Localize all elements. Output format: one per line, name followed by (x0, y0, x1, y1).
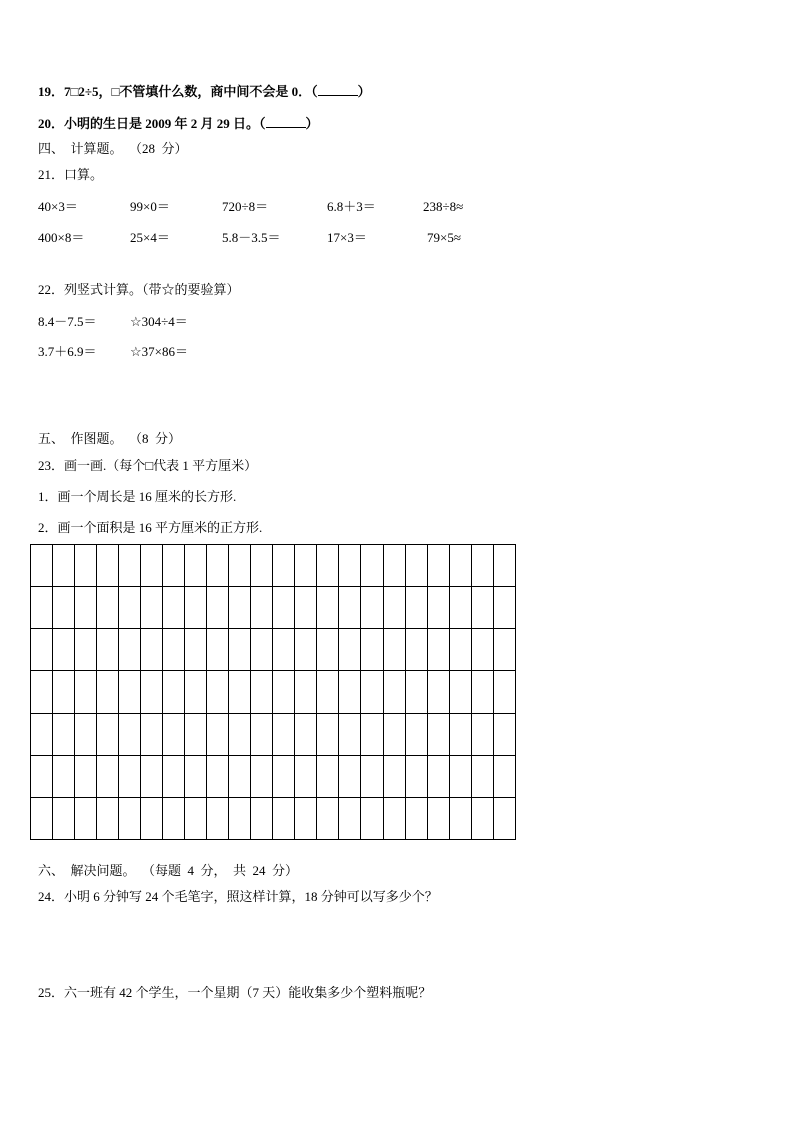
grid-cell[interactable] (339, 545, 361, 587)
grid-cell[interactable] (427, 587, 449, 629)
grid-cell[interactable] (427, 713, 449, 755)
grid-cell[interactable] (163, 545, 185, 587)
grid-cell[interactable] (53, 671, 75, 713)
grid-cell[interactable] (207, 671, 229, 713)
grid-cell[interactable] (471, 671, 493, 713)
grid-cell[interactable] (53, 545, 75, 587)
grid-cell[interactable] (119, 713, 141, 755)
grid-cell[interactable] (119, 671, 141, 713)
answer-blank-20[interactable] (266, 115, 306, 128)
grid-cell[interactable] (185, 671, 207, 713)
grid-cell[interactable] (31, 671, 53, 713)
grid-cell[interactable] (251, 755, 273, 797)
grid-cell[interactable] (339, 797, 361, 839)
grid-cell[interactable] (97, 713, 119, 755)
grid-cell[interactable] (361, 587, 383, 629)
grid-cell[interactable] (339, 629, 361, 671)
grid-cell[interactable] (361, 713, 383, 755)
grid-cell[interactable] (97, 671, 119, 713)
grid-cell[interactable] (53, 587, 75, 629)
grid-cell[interactable] (449, 545, 471, 587)
question-22-title: 22．列竖式计算。（带☆的要验算） (38, 282, 240, 297)
grid-cell[interactable] (405, 755, 427, 797)
section-5-title: 五、 作图题。 （8 分） (38, 431, 182, 446)
grid-cell[interactable] (273, 545, 295, 587)
grid-cell[interactable] (361, 671, 383, 713)
question-19-text: 19．7□2÷5，□不管填什么数，商中间不会是 0．（ (38, 84, 318, 99)
grid-cell[interactable] (97, 755, 119, 797)
grid-cell[interactable] (317, 587, 339, 629)
grid-cell[interactable] (163, 587, 185, 629)
grid-row (31, 713, 516, 755)
grid-cell[interactable] (471, 713, 493, 755)
grid-cell[interactable] (163, 755, 185, 797)
grid-cell[interactable] (405, 545, 427, 587)
grid-cell[interactable] (317, 755, 339, 797)
question-19-close: ） (357, 84, 371, 99)
grid-cell[interactable] (251, 713, 273, 755)
question-25: 25．六一班有 42 个学生，一个星期（7 天）能收集多少个塑料瓶呢？ (38, 985, 432, 1000)
grid-cell[interactable] (471, 629, 493, 671)
oral-calc-item: 25×4＝ (130, 230, 170, 245)
grid-cell[interactable] (163, 671, 185, 713)
grid-cell[interactable] (361, 545, 383, 587)
oral-calc-item: 720÷8＝ (222, 199, 269, 214)
grid-cell[interactable] (185, 545, 207, 587)
grid-cell[interactable] (383, 545, 405, 587)
grid-cell[interactable] (427, 797, 449, 839)
question-20-text: 20．小明的生日是 2009 年 2 月 29 日。（ (38, 116, 266, 131)
grid-row (31, 587, 516, 629)
grid-cell[interactable] (295, 797, 317, 839)
grid-cell[interactable] (295, 545, 317, 587)
grid-cell[interactable] (251, 797, 273, 839)
grid-cell[interactable] (471, 545, 493, 587)
grid-cell[interactable] (405, 629, 427, 671)
grid-cell[interactable] (273, 713, 295, 755)
grid-cell[interactable] (31, 713, 53, 755)
grid-cell[interactable] (185, 713, 207, 755)
grid-cell[interactable] (119, 755, 141, 797)
oral-calc-item: 40×3＝ (38, 199, 78, 214)
grid-cell[interactable] (339, 671, 361, 713)
grid-cell[interactable] (493, 545, 515, 587)
grid-cell[interactable] (273, 629, 295, 671)
grid-cell[interactable] (185, 587, 207, 629)
grid-cell[interactable] (493, 713, 515, 755)
grid-cell[interactable] (317, 671, 339, 713)
grid-cell[interactable] (317, 545, 339, 587)
grid-cell[interactable] (75, 713, 97, 755)
grid-cell[interactable] (251, 629, 273, 671)
question-24: 24．小明 6 分钟写 24 个毛笔字，照这样计算，18 分钟可以写多少个？ (38, 889, 438, 904)
grid-cell[interactable] (163, 797, 185, 839)
oral-calc-item: 6.8＋3＝ (327, 199, 376, 214)
grid-cell[interactable] (97, 545, 119, 587)
question-20 (38, 115, 319, 132)
grid-cell[interactable] (75, 629, 97, 671)
grid-cell[interactable] (75, 671, 97, 713)
grid-cell[interactable] (449, 797, 471, 839)
grid-cell[interactable] (207, 629, 229, 671)
grid-cell[interactable] (229, 671, 251, 713)
grid-cell[interactable] (229, 629, 251, 671)
grid-cell[interactable] (141, 587, 163, 629)
grid-cell[interactable] (427, 755, 449, 797)
grid-cell[interactable] (163, 629, 185, 671)
grid-cell[interactable] (493, 587, 515, 629)
grid-cell[interactable] (229, 797, 251, 839)
grid-cell[interactable] (31, 587, 53, 629)
grid-cell[interactable] (207, 713, 229, 755)
section-6-title: 六、 解决问题。 （每题 4 分， 共 24 分） (38, 863, 299, 878)
grid-cell[interactable] (339, 755, 361, 797)
grid-row (31, 629, 516, 671)
oral-calc-item: 400×8＝ (38, 230, 85, 245)
grid-cell[interactable] (185, 629, 207, 671)
grid-cell[interactable] (273, 671, 295, 713)
grid-cell[interactable] (471, 755, 493, 797)
oral-calc-item: 5.8－3.5＝ (222, 230, 281, 245)
grid-cell[interactable] (97, 797, 119, 839)
question-23-item-2: 2．画一个面积是 16 平方厘米的正方形. (38, 520, 263, 535)
grid-cell[interactable] (251, 671, 273, 713)
grid-cell[interactable] (251, 587, 273, 629)
grid-cell[interactable] (97, 587, 119, 629)
grid-table[interactable] (30, 544, 516, 840)
grid-cell[interactable] (339, 713, 361, 755)
grid-cell[interactable] (449, 713, 471, 755)
grid-cell[interactable] (405, 587, 427, 629)
grid-cell[interactable] (53, 755, 75, 797)
grid-cell[interactable] (53, 629, 75, 671)
grid-cell[interactable] (471, 797, 493, 839)
grid-cell[interactable] (75, 755, 97, 797)
grid-row (31, 755, 516, 797)
grid-cell[interactable] (185, 797, 207, 839)
grid-cell[interactable] (207, 797, 229, 839)
grid-cell[interactable] (383, 629, 405, 671)
vertical-calc-item: 8.4－7.5＝ (38, 314, 97, 329)
vertical-calc-item: ☆37×86＝ (130, 344, 188, 359)
grid-cell[interactable] (471, 587, 493, 629)
grid-cell[interactable] (163, 713, 185, 755)
grid-cell[interactable] (295, 755, 317, 797)
oral-calc-item: 238÷8≈ (423, 199, 464, 214)
question-21-title: 21．口算。 (38, 167, 104, 182)
drawing-grid[interactable] (30, 544, 516, 840)
grid-cell[interactable] (141, 629, 163, 671)
grid-cell[interactable] (361, 629, 383, 671)
grid-cell[interactable] (493, 671, 515, 713)
grid-cell[interactable] (141, 713, 163, 755)
question-23-item-1: 1．画一个周长是 16 厘米的长方形. (38, 489, 237, 504)
grid-cell[interactable] (53, 797, 75, 839)
grid-cell[interactable] (31, 797, 53, 839)
grid-cell[interactable] (229, 587, 251, 629)
grid-row (31, 671, 516, 713)
grid-cell[interactable] (141, 755, 163, 797)
grid-cell[interactable] (383, 755, 405, 797)
grid-cell[interactable] (427, 629, 449, 671)
grid-cell[interactable] (53, 713, 75, 755)
grid-cell[interactable] (229, 545, 251, 587)
grid-cell[interactable] (119, 587, 141, 629)
vertical-calc-row-2 (0, 344, 794, 392)
grid-cell[interactable] (207, 545, 229, 587)
oral-calc-item: 17×3＝ (327, 230, 367, 245)
grid-cell[interactable] (405, 713, 427, 755)
grid-cell[interactable] (273, 587, 295, 629)
grid-cell[interactable] (405, 671, 427, 713)
grid-cell[interactable] (185, 755, 207, 797)
question-23-title: 23．画一画.（每个□代表 1 平方厘米） (38, 458, 258, 473)
grid-cell[interactable] (493, 755, 515, 797)
grid-cell[interactable] (75, 797, 97, 839)
grid-cell[interactable] (141, 545, 163, 587)
section-4-title: 四、 计算题。 （28 分） (38, 141, 188, 156)
vertical-calc-item: ☆304÷4＝ (130, 314, 188, 329)
oral-calc-item: 99×0＝ (130, 199, 170, 214)
grid-cell[interactable] (449, 671, 471, 713)
grid-cell[interactable] (119, 797, 141, 839)
grid-row (31, 545, 516, 587)
grid-cell[interactable] (31, 755, 53, 797)
vertical-calc-item: 3.7＋6.9＝ (38, 344, 97, 359)
grid-cell[interactable] (383, 797, 405, 839)
grid-cell[interactable] (339, 587, 361, 629)
grid-cell[interactable] (295, 671, 317, 713)
oral-calc-item: 79×5≈ (427, 230, 461, 245)
grid-cell[interactable] (119, 545, 141, 587)
grid-cell[interactable] (31, 629, 53, 671)
grid-row (31, 797, 516, 839)
grid-cell[interactable] (405, 797, 427, 839)
oral-calc-row-2 (0, 230, 794, 326)
grid-cell[interactable] (31, 545, 53, 587)
grid-cell[interactable] (449, 755, 471, 797)
grid-cell[interactable] (449, 587, 471, 629)
grid-cell[interactable] (361, 797, 383, 839)
grid-cell[interactable] (295, 587, 317, 629)
grid-cell[interactable] (207, 755, 229, 797)
grid-cell[interactable] (97, 629, 119, 671)
grid-cell[interactable] (449, 629, 471, 671)
grid-cell[interactable] (383, 671, 405, 713)
grid-cell[interactable] (317, 797, 339, 839)
question-20-close: ） (305, 116, 319, 131)
grid-cell[interactable] (317, 629, 339, 671)
grid-cell[interactable] (229, 755, 251, 797)
grid-cell[interactable] (273, 755, 295, 797)
grid-cell[interactable] (383, 587, 405, 629)
grid-cell[interactable] (141, 797, 163, 839)
question-19 (38, 83, 371, 100)
grid-cell[interactable] (295, 629, 317, 671)
grid-cell[interactable] (317, 713, 339, 755)
grid-cell[interactable] (75, 545, 97, 587)
grid-cell[interactable] (427, 545, 449, 587)
grid-cell[interactable] (383, 713, 405, 755)
grid-cell[interactable] (207, 587, 229, 629)
grid-cell[interactable] (141, 671, 163, 713)
grid-cell[interactable] (229, 713, 251, 755)
grid-cell[interactable] (119, 629, 141, 671)
grid-cell[interactable] (493, 797, 515, 839)
grid-cell[interactable] (75, 587, 97, 629)
grid-cell[interactable] (295, 713, 317, 755)
grid-cell[interactable] (273, 797, 295, 839)
grid-cell[interactable] (251, 545, 273, 587)
grid-cell[interactable] (427, 671, 449, 713)
grid-cell[interactable] (361, 755, 383, 797)
grid-cell[interactable] (493, 629, 515, 671)
answer-blank-19[interactable] (318, 83, 358, 96)
